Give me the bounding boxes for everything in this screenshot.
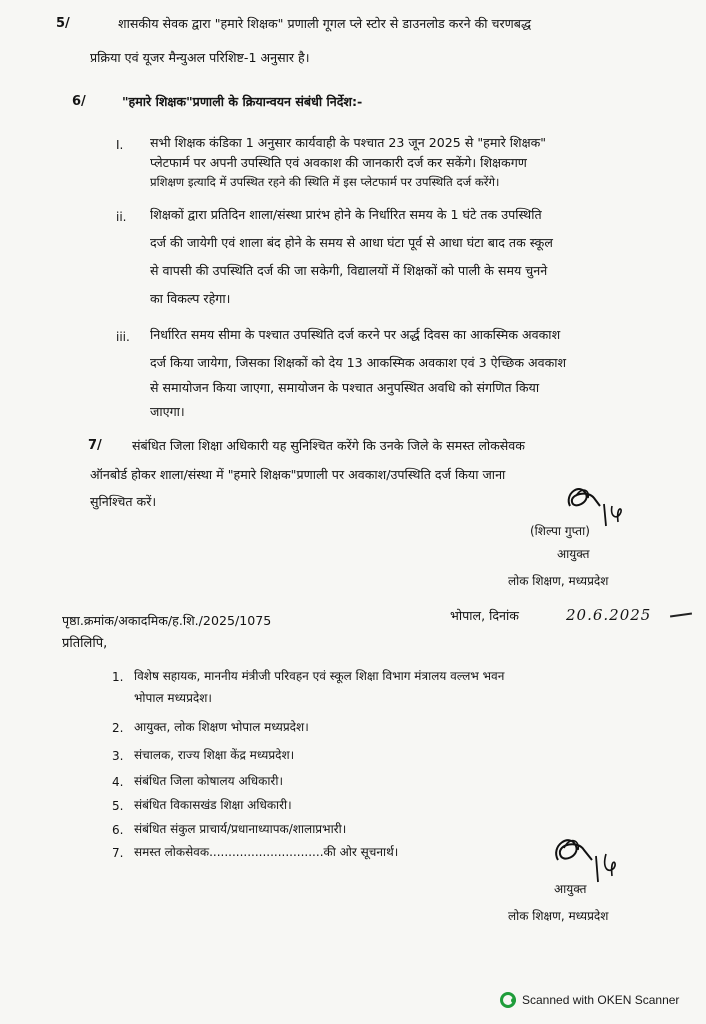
endorsement-reference: पृष्ठा.क्रमांक/अकादमिक/ह.शि./2025/1075 [62, 613, 272, 628]
para-6-number: 6/ [72, 94, 86, 109]
copy-item-1-line-1: विशेष सहायक, माननीय मंत्रीजी परिवहन एवं स्कूल शिक्षा विभाग मंत्रालय वल्लभ भवन [134, 669, 505, 683]
signature-1-designation: आयुक्त [557, 547, 590, 561]
scanner-watermark-text: Scanned with OKEN Scanner [522, 993, 680, 1007]
copy-item-7-number: 7. [112, 846, 124, 860]
signature-1-name: (शिल्पा गुप्ता) [530, 524, 590, 538]
copy-item-3-number: 3. [112, 749, 124, 763]
para-6-item-3-line-1: निर्धारित समय सीमा के पश्चात उपस्थिति दर्ज करने पर अर्द्ध दिवस का आकस्मिक अवकाश [150, 327, 561, 342]
para-7-number: 7/ [88, 438, 102, 453]
copy-item-1-number: 1. [112, 670, 124, 684]
copy-item-5-number: 5. [112, 799, 124, 813]
oken-scanner-logo-icon [500, 992, 516, 1008]
endorsement-place-date: भोपाल, दिनांक [450, 608, 519, 623]
para-6-item-1-line-2: प्लेटफार्म पर अपनी उपस्थिति एवं अवकाश की जानकारी दर्ज कर सकेंगे। शिक्षकगण [150, 155, 527, 170]
copy-item-6-number: 6. [112, 823, 124, 837]
para-5-number: 5/ [56, 16, 70, 31]
para-5-line-2: प्रक्रिया एवं यूजर मैन्युअल परिशिष्ट-1 अनुसार है। [90, 50, 310, 65]
copy-item-2-number: 2. [112, 721, 124, 735]
copy-item-4-number: 4. [112, 775, 124, 789]
para-6-item-1-line-3: प्रशिक्षण इत्यादि में उपस्थित रहने की स्थिति में इस प्लेटफार्म पर उपस्थिति दर्ज करेंगे। [150, 175, 500, 189]
copy-to-heading: प्रतिलिपि, [62, 636, 108, 651]
date-underline-stroke [670, 612, 692, 617]
para-6-heading: "हमारे शिक्षक"प्रणाली के क्रियान्वयन संबंधी निर्देश:- [122, 94, 363, 109]
copy-item-6-line-1: संबंधित संकुल प्राचार्य/प्रधानाध्यापक/शालाप्रभारी। [134, 822, 347, 836]
copy-item-2-line-1: आयुक्त, लोक शिक्षण भोपाल मध्यप्रदेश। [134, 720, 309, 734]
para-6-item-1-number: I. [116, 138, 124, 152]
para-6-item-2-number: ii. [116, 210, 127, 224]
para-6-item-2-line-4: का विकल्प रहेगा। [150, 291, 231, 306]
copy-item-7-line-1: समस्त लोकसेवक..............................की ओर सूचनार्थ। [134, 845, 399, 859]
para-7-line-1: संबंधित जिला शिक्षा अधिकारी यह सुनिश्चित करेंगे कि उनके जिले के समस्त लोकसेवक [132, 438, 525, 453]
signature-1-office: लोक शिक्षण, मध्यप्रदेश [508, 574, 609, 588]
copy-item-1-line-2: भोपाल मध्यप्रदेश। [134, 691, 212, 705]
signature-2-office: लोक शिक्षण, मध्यप्रदेश [508, 909, 609, 923]
copy-item-3-line-1: संचालक, राज्य शिक्षा केंद्र मध्यप्रदेश। [134, 748, 295, 762]
para-6-item-3-line-3: से समायोजन किया जाएगा, समायोजन के पश्चात अनुपस्थित अवधि को संगणित किया [150, 380, 540, 395]
para-6-item-3-number: iii. [116, 330, 130, 344]
para-6-item-2-line-2: दर्ज की जायेगी एवं शाला बंद होने के समय से आधा घंटा पूर्व से आधा घंटा बाद तक स्कूल [150, 235, 553, 250]
para-7-line-2: ऑनबोर्ड होकर शाला/संस्था में "हमारे शिक्षक"प्रणाली पर अवकाश/उपस्थिति दर्ज किया जाना [90, 467, 506, 482]
para-6-item-2-line-3: से वापसी की उपस्थिति दर्ज की जा सकेगी, विद्यालयों में शिक्षकों को पाली के समय चुनने [150, 263, 548, 278]
signature-2-designation: आयुक्त [554, 882, 587, 896]
copy-item-4-line-1: संबंधित जिला कोषालय अधिकारी। [134, 774, 284, 788]
para-7-line-3: सुनिश्चित करें। [90, 494, 157, 509]
endorsement-date: 20.6.2025 [566, 606, 652, 624]
para-6-item-3-line-2: दर्ज किया जायेगा, जिसका शिक्षकों को देय 13 आकस्मिक अवकाश एवं 3 ऐच्छिक अवकाश [150, 355, 567, 370]
para-6-item-3-line-4: जाएगा। [150, 404, 185, 419]
para-6-item-2-line-1: शिक्षकों द्वारा प्रतिदिन शाला/संस्था प्रारंभ होने के निर्धारित समय के 1 घंटे तक उपस्थिति [150, 207, 542, 222]
scanner-watermark [500, 992, 679, 1008]
para-6-item-1-line-1: सभी शिक्षक कंडिका 1 अनुसार कार्यवाही के पश्चात 23 जून 2025 से "हमारे शिक्षक" [150, 135, 547, 150]
para-5-line-1: शासकीय सेवक द्वारा "हमारे शिक्षक" प्रणाली गूगल प्ले स्टोर से डाउनलोड करने की चरणबद्ध [118, 16, 532, 31]
copy-item-5-line-1: संबंधित विकासखंड शिक्षा अधिकारी। [134, 798, 292, 812]
